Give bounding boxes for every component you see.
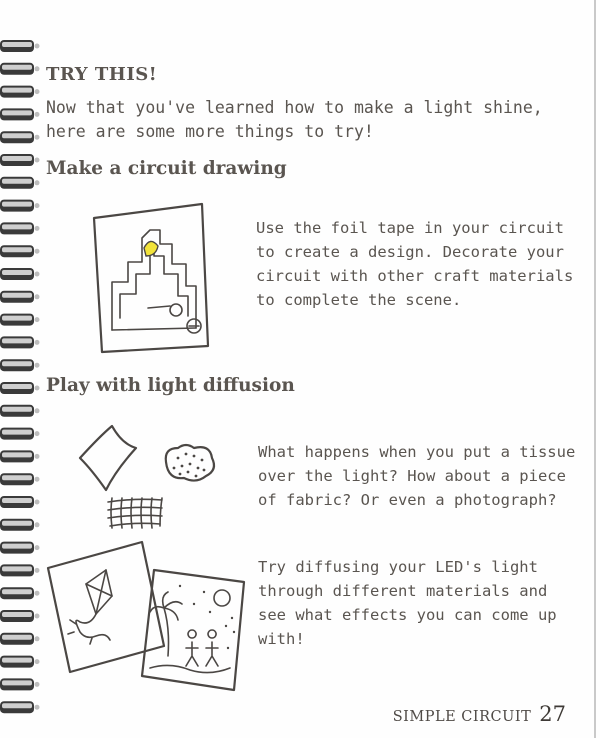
battery-circle: [170, 304, 182, 316]
spiral-ring: [0, 496, 40, 508]
led-light-shape: [144, 241, 158, 256]
page-heading: TRY THIS!: [46, 64, 158, 85]
spiral-ring: [0, 177, 40, 189]
beach-photo-illustration: [140, 568, 248, 692]
spiral-binding: [0, 0, 40, 738]
spiral-ring: [0, 564, 40, 576]
spiral-ring: [0, 314, 40, 326]
spiral-ring: [0, 542, 40, 554]
circuit-drawing-illustration: [90, 200, 220, 360]
spiral-ring: [0, 382, 40, 394]
spiral-ring: [0, 131, 40, 143]
spiral-ring: [0, 701, 40, 713]
page-number: 27: [539, 702, 566, 726]
spiral-ring: [0, 86, 40, 98]
section-title-circuit-drawing: Make a circuit drawing: [46, 158, 287, 179]
spiral-ring: [0, 428, 40, 440]
spiral-ring: [0, 40, 40, 52]
spiral-ring: [0, 154, 40, 166]
spiral-ring: [0, 359, 40, 371]
spiral-ring: [0, 450, 40, 462]
spiral-ring: [0, 405, 40, 417]
light-diffusion-text-1: What happens when you put a tissue over the light? How about a piece of fabric? Or even a photograph?: [258, 443, 576, 509]
page-footer: [393, 702, 566, 726]
spiral-ring: [0, 336, 40, 348]
spiral-ring: [0, 656, 40, 668]
page-edge: [594, 0, 596, 738]
section-title-light-diffusion: Play with light diffusion: [46, 375, 295, 396]
spiral-ring: [0, 222, 40, 234]
light-diffusion-text-2: Try diffusing your LED's light through different materials and see what effects you can come up with!: [258, 558, 557, 648]
spiral-ring: [0, 610, 40, 622]
spiral-ring: [0, 268, 40, 280]
spiral-ring: [0, 473, 40, 485]
spiral-ring: [0, 108, 40, 120]
spiral-ring: [0, 245, 40, 257]
intro-text: Now that you've learned how to make a light shine, here are some more things to try!: [46, 98, 543, 141]
spiral-ring: [0, 678, 40, 690]
fabric-patch-illustration: [160, 440, 220, 486]
footer-chapter-label: SIMPLE CIRCUIT: [392, 709, 532, 725]
circuit-drawing-text: Use the foil tape in your circuit to create a design. Decorate your circuit with other craft materials to complete the scene.: [256, 219, 574, 309]
mesh-fabric-illustration: [104, 494, 168, 530]
spiral-ring: [0, 633, 40, 645]
spiral-ring: [0, 291, 40, 303]
spiral-ring: [0, 200, 40, 212]
spiral-ring: [0, 63, 40, 75]
spiral-ring: [0, 587, 40, 599]
tissue-illustration: [70, 418, 150, 498]
spiral-ring: [0, 519, 40, 531]
